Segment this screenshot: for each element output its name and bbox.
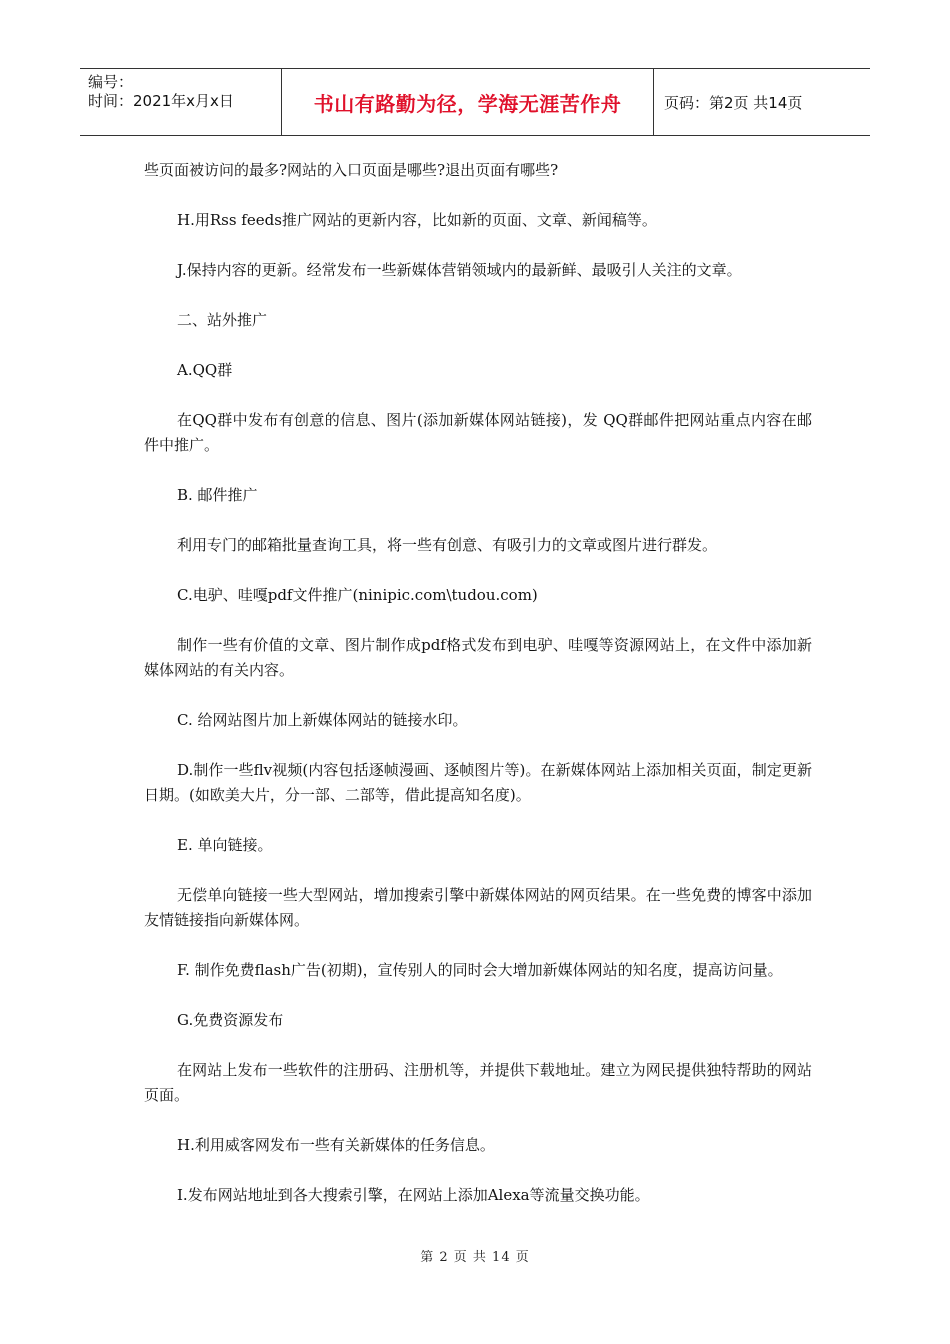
paragraph: D.制作一些flv视频(内容包括逐帧漫画、逐帧图片等)。在新媒体网站上添加相关页面，制定更新日期。(如欧美大片，分一部、二部等，借此提高知名度)。 xyxy=(144,761,812,804)
subsection-heading: B. 邮件推广 xyxy=(177,486,258,504)
subsection-heading: E. 单向链接。 xyxy=(177,836,273,854)
paragraph: I.发布网站地址到各大搜索引擎，在网站上添加Alexa等流量交换功能。 xyxy=(177,1186,650,1204)
subsection-heading: G.免费资源发布 xyxy=(177,1011,284,1029)
paragraph: J.保持内容的更新。经常发布一些新媒体营销领域内的最新鲜、最吸引人关注的文章。 xyxy=(177,261,742,279)
paragraph: H.利用威客网发布一些有关新媒体的任务信息。 xyxy=(177,1136,495,1154)
paragraph: F. 制作免费flash广告(初期)，宣传别人的同时会大增加新媒体网站的知名度，提高访问量。 xyxy=(177,961,783,979)
paragraph: 无偿单向链接一些大型网站，增加搜索引擎中新媒体网站的网页结果。在一些免费的博客中添加友情链接指向新媒体网。 xyxy=(144,886,812,929)
paragraph: 在QQ群中发布有创意的信息、图片(添加新媒体网站链接)，发 QQ群邮件把网站重点内容在邮件中推广。 xyxy=(144,411,812,454)
document-date-label: 时间：2021年x月x日 xyxy=(88,92,234,110)
header-page-number: 页码：第2页 共14页 xyxy=(664,93,803,112)
paragraph: 制作一些有价值的文章、图片制作成pdf格式发布到电驴、哇嘎等资源网站上，在文件中添加新媒体网站的有关内容。 xyxy=(144,636,812,679)
document-number-label: 编号： xyxy=(88,73,134,91)
paragraph: 利用专门的邮箱批量查询工具，将一些有创意、有吸引力的文章或图片进行群发。 xyxy=(177,536,718,554)
paragraph: 在网站上发布一些软件的注册码、注册机等，并提供下载地址。建立为网民提供独特帮助的网站页面。 xyxy=(144,1061,812,1104)
paragraph: 些页面被访问的最多?网站的入口页面是哪些?退出页面有哪些? xyxy=(144,161,559,179)
header-meta xyxy=(80,69,282,135)
page-header xyxy=(80,68,870,136)
paragraph: H.用Rss feeds推广网站的更新内容，比如新的页面、文章、新闻稿等。 xyxy=(177,211,657,229)
header-motto: 书山有路勤为径，学海无涯苦作舟 xyxy=(282,69,654,135)
section-heading: 二、站外推广 xyxy=(177,311,268,329)
subsection-heading: A.QQ群 xyxy=(177,361,233,379)
document-body xyxy=(144,158,812,1233)
subsection-heading: C. 给网站图片加上新媒体网站的链接水印。 xyxy=(177,711,468,729)
page-footer: 第 2 页 共 14 页 xyxy=(420,1250,530,1265)
subsection-heading: C.电驴、哇嘎pdf文件推广(ninipic.com\tudou.com) xyxy=(177,586,538,604)
